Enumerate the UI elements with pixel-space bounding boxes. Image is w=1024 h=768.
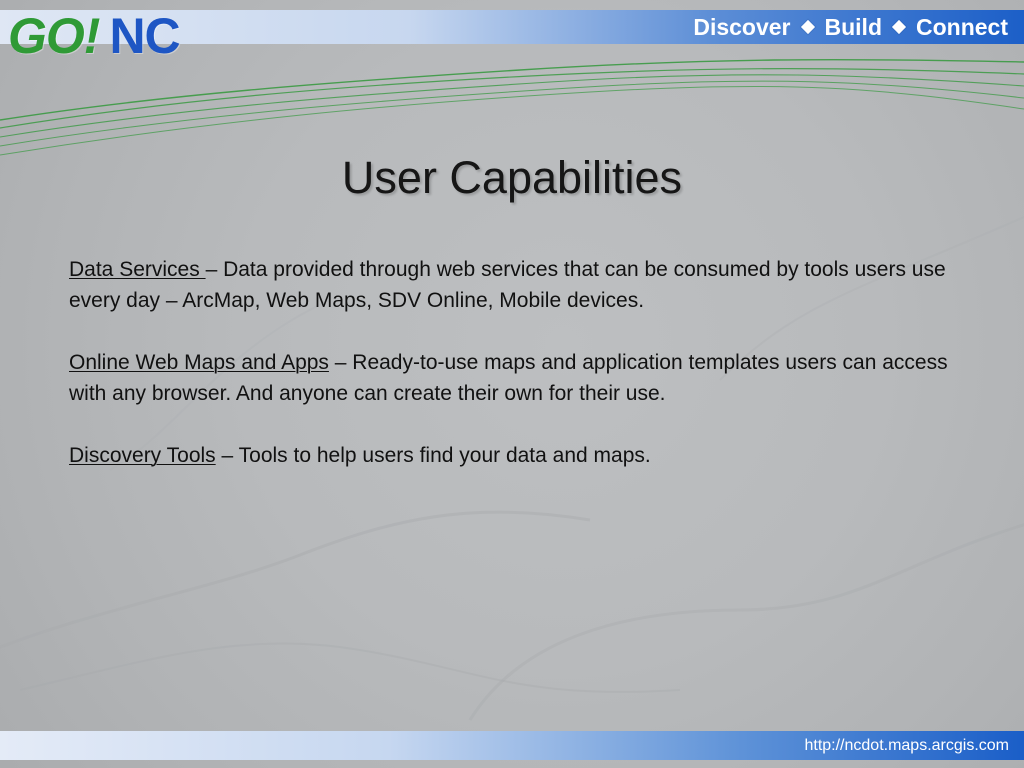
nav-item-discover[interactable]: Discover [693, 13, 791, 40]
logo-nc-text: NC [109, 8, 180, 64]
nav-item-build[interactable]: Build [824, 13, 882, 40]
footer-url[interactable]: http://ncdot.maps.arcgis.com [804, 737, 1009, 754]
slide-content [69, 254, 949, 502]
data-services-description: – Data provided through web services that can be consumed by tools users use every day – ArcMap, Web Maps, SDV Online, Mobile devices. [69, 258, 946, 312]
logo-go-text: GO! [8, 8, 100, 64]
data-services-link[interactable]: Data Services [69, 258, 206, 281]
diamond-separator-icon [892, 20, 906, 34]
nav-item-connect[interactable]: Connect [916, 13, 1008, 40]
top-navigation [693, 13, 1008, 41]
discovery-tools-paragraph [69, 440, 949, 471]
diamond-separator-icon [800, 20, 814, 34]
slide-title: User Capabilities [341, 152, 683, 203]
online-web-maps-paragraph [69, 347, 949, 409]
online-web-maps-description: – Ready-to-use maps and application templates users can access with any browser. And anyone can create their own for their use. [69, 351, 948, 405]
discovery-tools-description: – Tools to help users find your data and maps. [215, 444, 651, 467]
data-services-paragraph [69, 254, 949, 316]
online-web-maps-link[interactable]: Online Web Maps and Apps [69, 351, 329, 374]
go-nc-logo [8, 8, 180, 64]
discovery-tools-link[interactable]: Discovery Tools [69, 444, 216, 467]
